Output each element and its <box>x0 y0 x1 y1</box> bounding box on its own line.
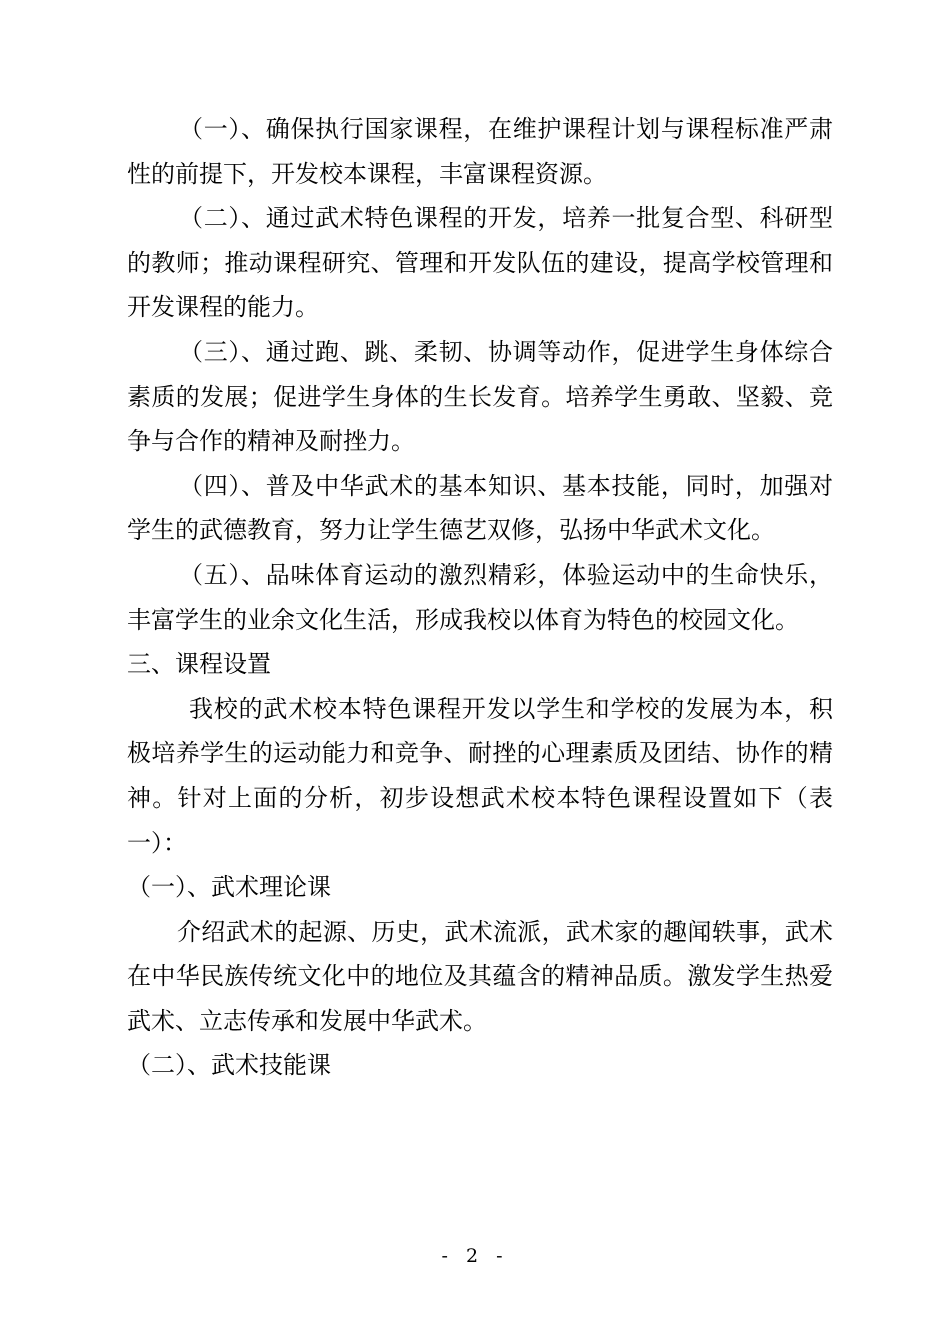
paragraph-goal-3: （三）、通过跑、跳、柔韧、协调等动作，促进学生身体综合素质的发展；促进学生身体的生长发育。培养学生勇敢、坚毅、竞争与合作的精神及耐挫力。 <box>127 337 833 456</box>
section-intro: 我校的武术校本特色课程开发以学生和学校的发展为本，积极培养学生的运动能力和竞争、耐挫的心理素质及团结、协作的精神。针对上面的分析，初步设想武术校本特色课程设置如下（表一）： <box>127 694 833 857</box>
paragraph-goal-2: （二）、通过武术特色课程的开发，培养一批复合型、科研型的教师；推动课程研究、管理和开发队伍的建设，提高学校管理和开发课程的能力。 <box>127 204 833 322</box>
section-heading: 三、课程设置 <box>127 650 271 679</box>
paragraph-goal-1: （一）、确保执行国家课程，在维护课程计划与课程标准严肃性的前提下，开发校本课程，丰富课程资源。 <box>127 115 833 188</box>
paragraph-goal-4: （四）、普及中华武术的基本知识、基本技能，同时，加强对学生的武德教育，努力让学生德艺双修，弘扬中华武术文化。 <box>127 471 833 545</box>
sub-heading-skills: （二）、武术技能课 <box>127 1051 331 1080</box>
document-body <box>127 107 833 1088</box>
page-number: - 2 - <box>441 1245 509 1267</box>
sub-heading-theory: （一）、武术理论课 <box>127 873 331 902</box>
paragraph-goal-5: （五）、品味体育运动的激烈精彩，体验运动中的生命快乐，丰富学生的业余文化生活，形成我校以体育为特色的校园文化。 <box>127 560 833 634</box>
sub-text-theory: 介绍武术的起源、历史，武术流派，武术家的趣闻轶事，武术在中华民族传统文化中的地位及其蕴含的精神品质。激发学生热爱武术、立志传承和发展中华武术。 <box>127 917 833 1035</box>
